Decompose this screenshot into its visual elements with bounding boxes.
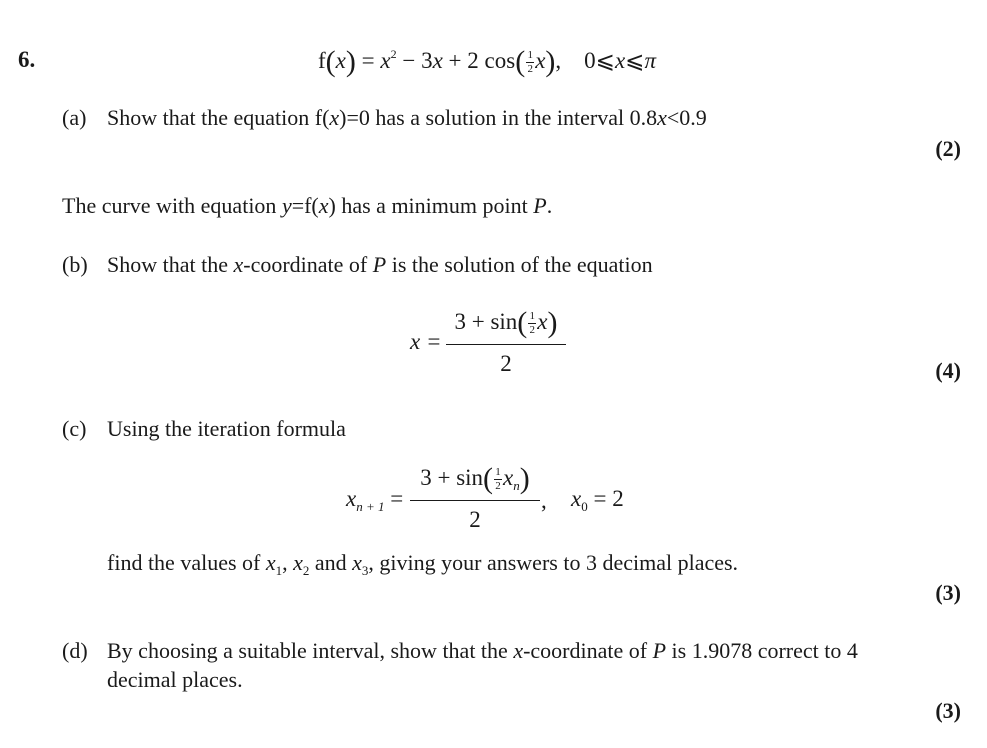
equation-b-lhs: x = — [410, 329, 442, 354]
iteration-lhs: $x_{n + 1}$ = — [346, 486, 404, 514]
part-d-label: (d) — [62, 638, 88, 663]
iteration-fraction: 3 + sin( $\frac{1}{2}$ $x_n$) 2 — [410, 462, 540, 533]
part-c-marks: (3) — [935, 580, 961, 605]
minimum-point-statement: The curve with equation y=f(x) has a minimum point P. — [62, 193, 553, 218]
initial-value: $x_0 = 2$ — [571, 486, 624, 514]
function-definition: $f(x) = x^2 - 3x + 2$ cos( $\frac{1}{2}$ x), 0⩽x⩽π — [318, 45, 656, 78]
part-c-text: Using the iteration formula — [107, 416, 346, 441]
iteration-comma: , — [541, 488, 547, 513]
part-a-label: (a) — [62, 105, 87, 130]
part-b-marks: (4) — [935, 358, 961, 383]
part-a-text: Show that the equation f(x)=0 has a solution in the interval 0.8x<0.9 — [107, 105, 707, 130]
part-a-marks: (2) — [935, 136, 961, 161]
part-c-label: (c) — [62, 416, 87, 441]
part-d-text-line2: decimal places. — [107, 667, 243, 692]
half-fraction: $\frac{1}{2}$ — [527, 49, 533, 76]
part-c-instruction: find the values of $x_1$, $x_2$ and $x_3$, giving your answers to 3 decimal places. — [107, 550, 739, 578]
part-d-marks: (3) — [935, 698, 961, 723]
question-number: 6. — [18, 47, 36, 72]
part-b-text: Show that the x-coordinate of P is the solution of the equation — [107, 252, 653, 277]
part-b-label: (b) — [62, 252, 88, 277]
part-d-text-line1: By choosing a suitable interval, show that the x-coordinate of P is 1.9078 correct to 4 — [107, 638, 858, 663]
equation-b-fraction: 3 + sin( $\frac{1}{2}$ x) 2 — [446, 306, 566, 377]
